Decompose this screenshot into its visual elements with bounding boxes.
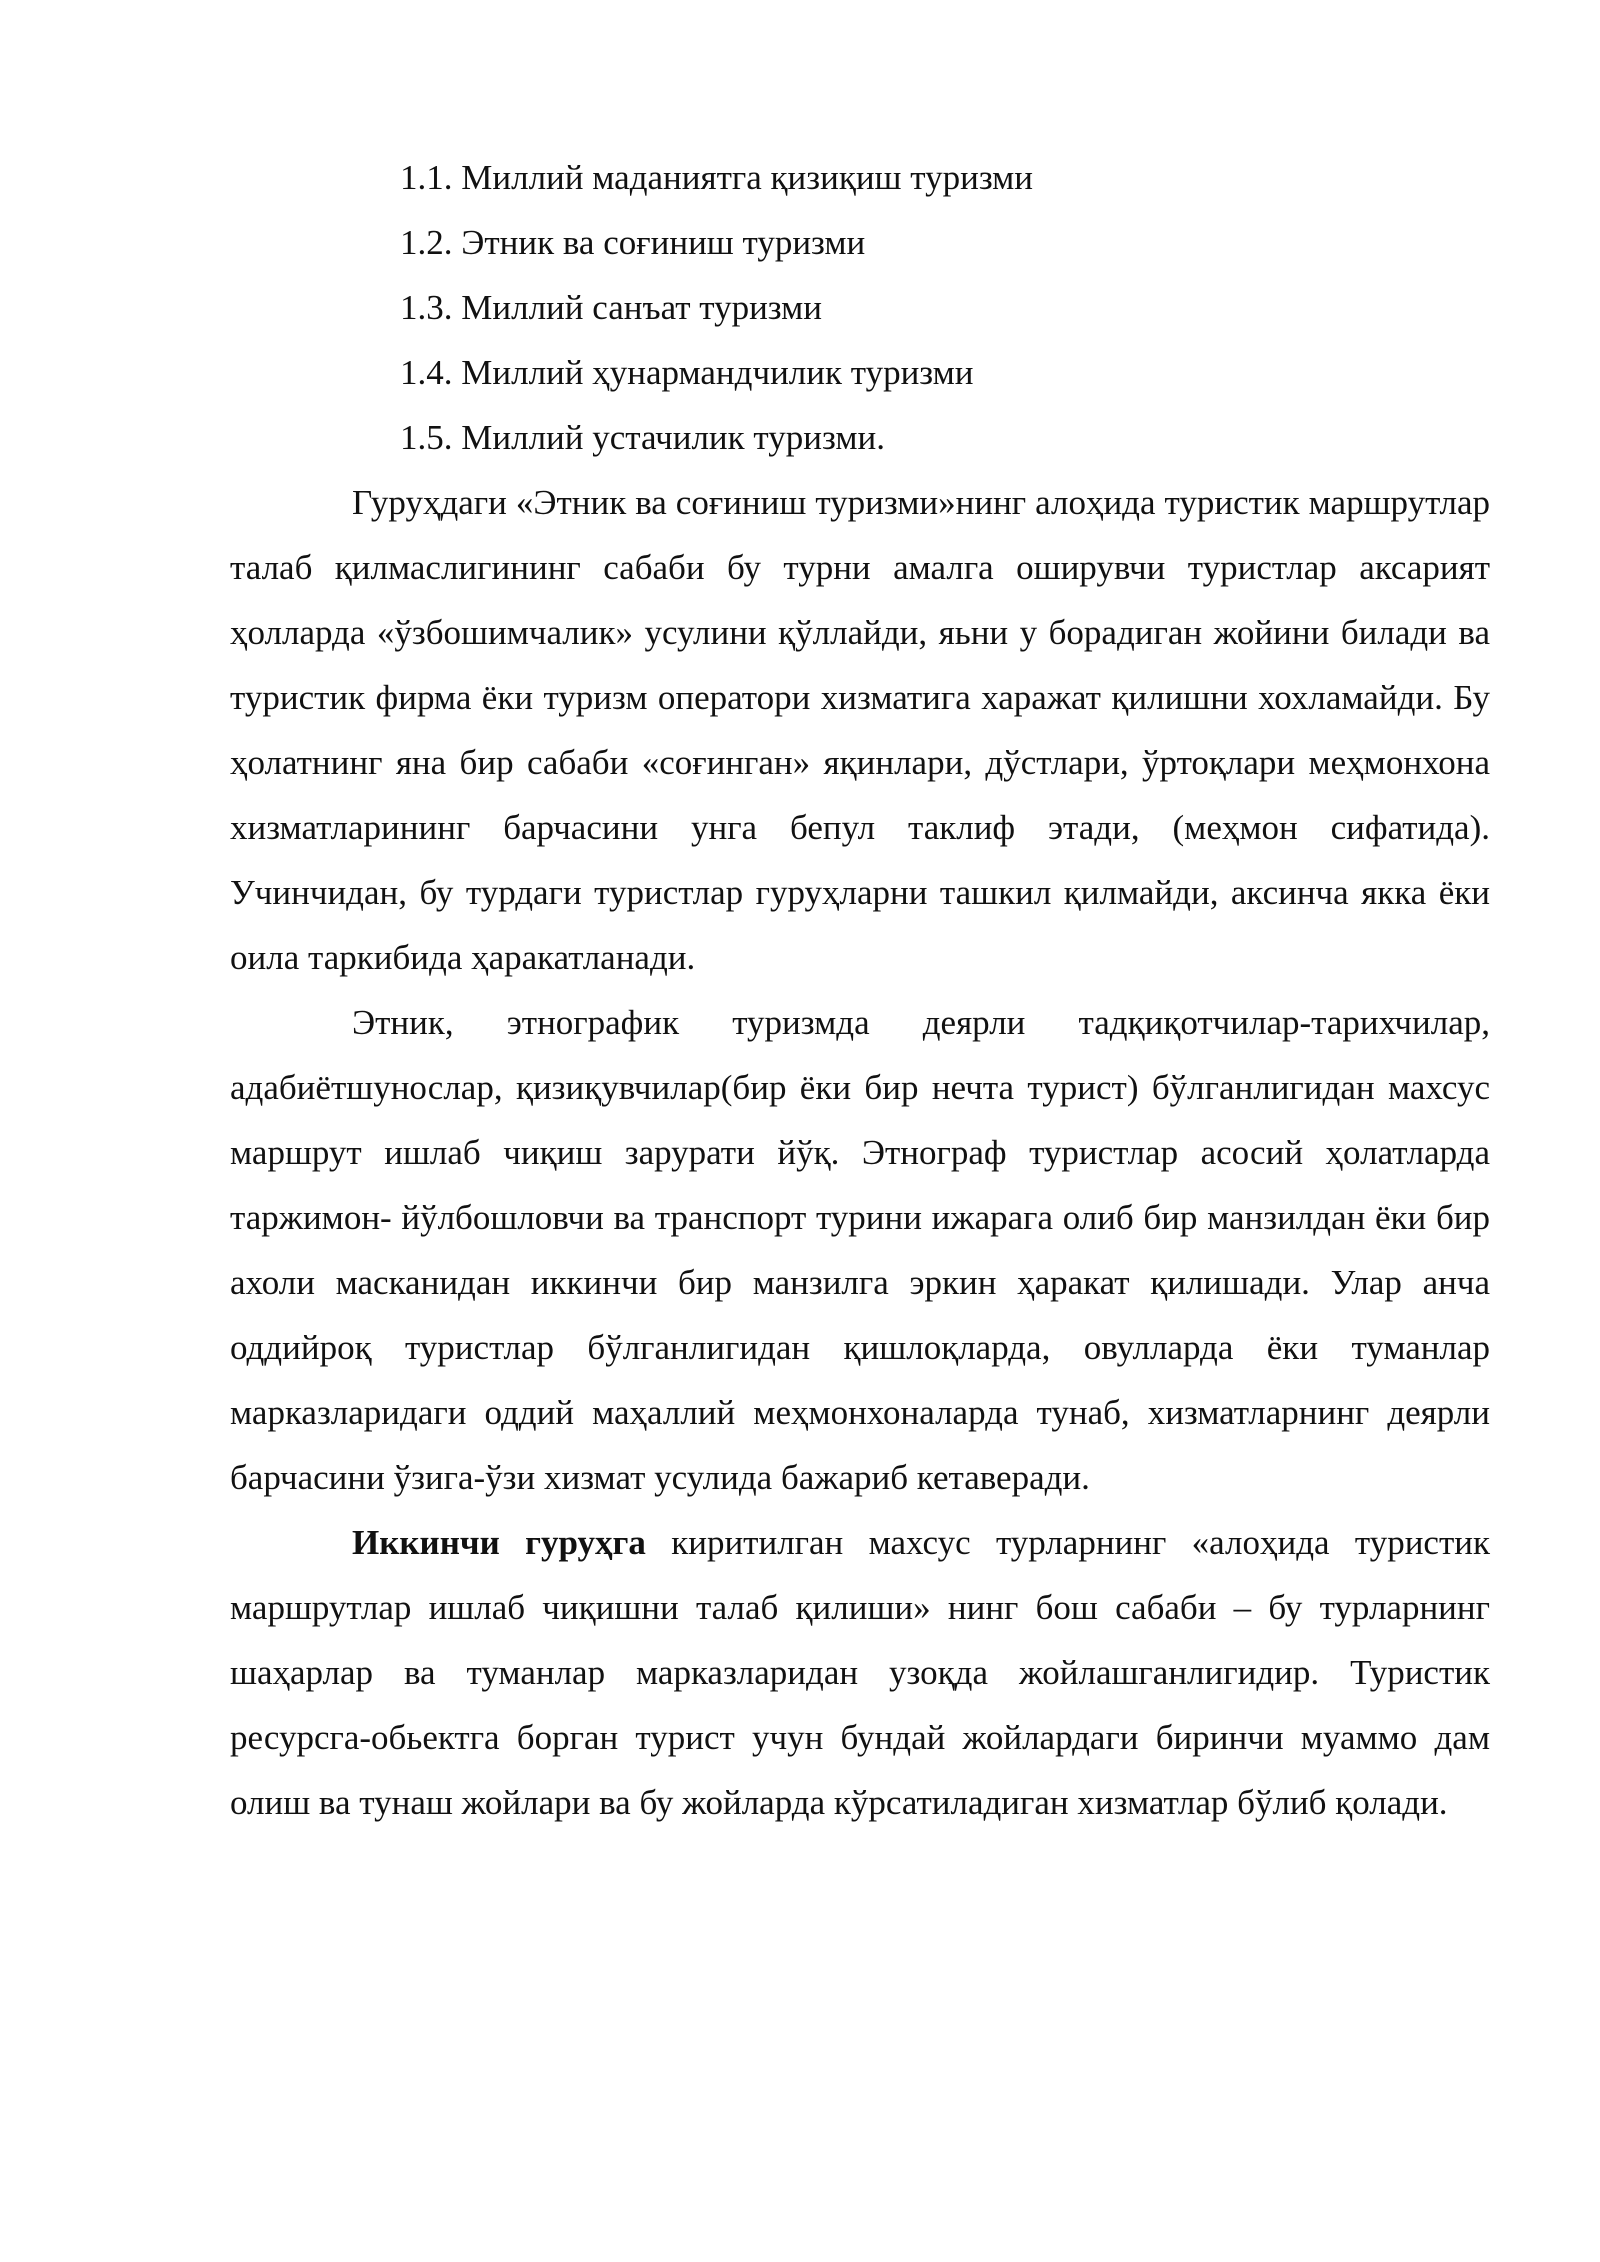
paragraph-second-group (230, 1510, 1490, 1835)
list-item: 1.1. Миллий маданиятга қизиқиш туризми (400, 158, 1034, 197)
document-body (230, 145, 1490, 1835)
tourism-types-list (230, 145, 1490, 470)
paragraph-ethnic-nostalgia: Гуруҳдаги «Этник ва соғиниш туризми»нинг алоҳида туристик маршрутлар талаб қилмаслигининг сабаби бу турни амалга оширувчи туристлар аксарият ҳолларда «ўзбошимчалик» усулини қўллайди, яьни у борадиган жойини билади ва туристик фирма ёки туризм оператори хизматига харажат қилишни хохламайди. Бу ҳолатнинг яна бир сабаби «соғинган» яқинлари, дўстлари, ўртоқлари меҳмонхона хизматларининг барчасини унга бепул таклиф этади, (меҳмон сифатида). Учинчидан, бу турдаги туристлар гуруҳларни ташкил қилмайди, аксинча якка ёки оила таркибида ҳаракатланади. (230, 483, 1490, 977)
list-item: 1.5. Миллий устачилик туризми. (400, 418, 885, 457)
paragraph-ethnographic: Этник, этнографик туризмда деярли тадқиқотчилар-тарихчилар, адабиётшунослар, қизиқувчилар(бир ёки бир нечта турист) бўлганлигидан махсус маршрут ишлаб чиқиш зарурати йўқ. Этнограф туристлар асосий ҳолатларда таржимон- йўлбошловчи ва транспорт турини ижарага олиб бир манзилдан ёки бир ахоли масканидан иккинчи бир манзилга эркин ҳаракат қилишади. Улар анча оддийроқ туристлар бўлганлигидан қишлоқларда, овулларда ёки туманлар марказларидаги оддий маҳаллий меҳмонхоналарда тунаб, хизматларнинг деярли барчасини ўзига-ўзи хизмат усулида бажариб кетаверади. (230, 1003, 1490, 1497)
second-group-text: киритилган махсус турларнинг «алоҳида туристик маршрутлар ишлаб чиқишни талаб қилиши» нинг бош сабаби – бу турларнинг шаҳарлар ва туманлар марказларидан узоқда жойлашганлигидир. Туристик ресурсга-обьектга борган турист учун бундай жойлардаги биринчи муаммо дам олиш ва тунаш жойлари ва бу жойларда кўрсатиладиган хизматлар бўлиб қолади. (230, 1523, 1490, 1822)
list-item: 1.2. Этник ва соғиниш туризми (400, 223, 866, 262)
list-item: 1.3. Миллий санъат туризми (400, 288, 823, 327)
second-group-heading: Иккинчи гуруҳга (352, 1523, 646, 1562)
list-item: 1.4. Миллий ҳунармандчилик туризми (400, 353, 974, 392)
